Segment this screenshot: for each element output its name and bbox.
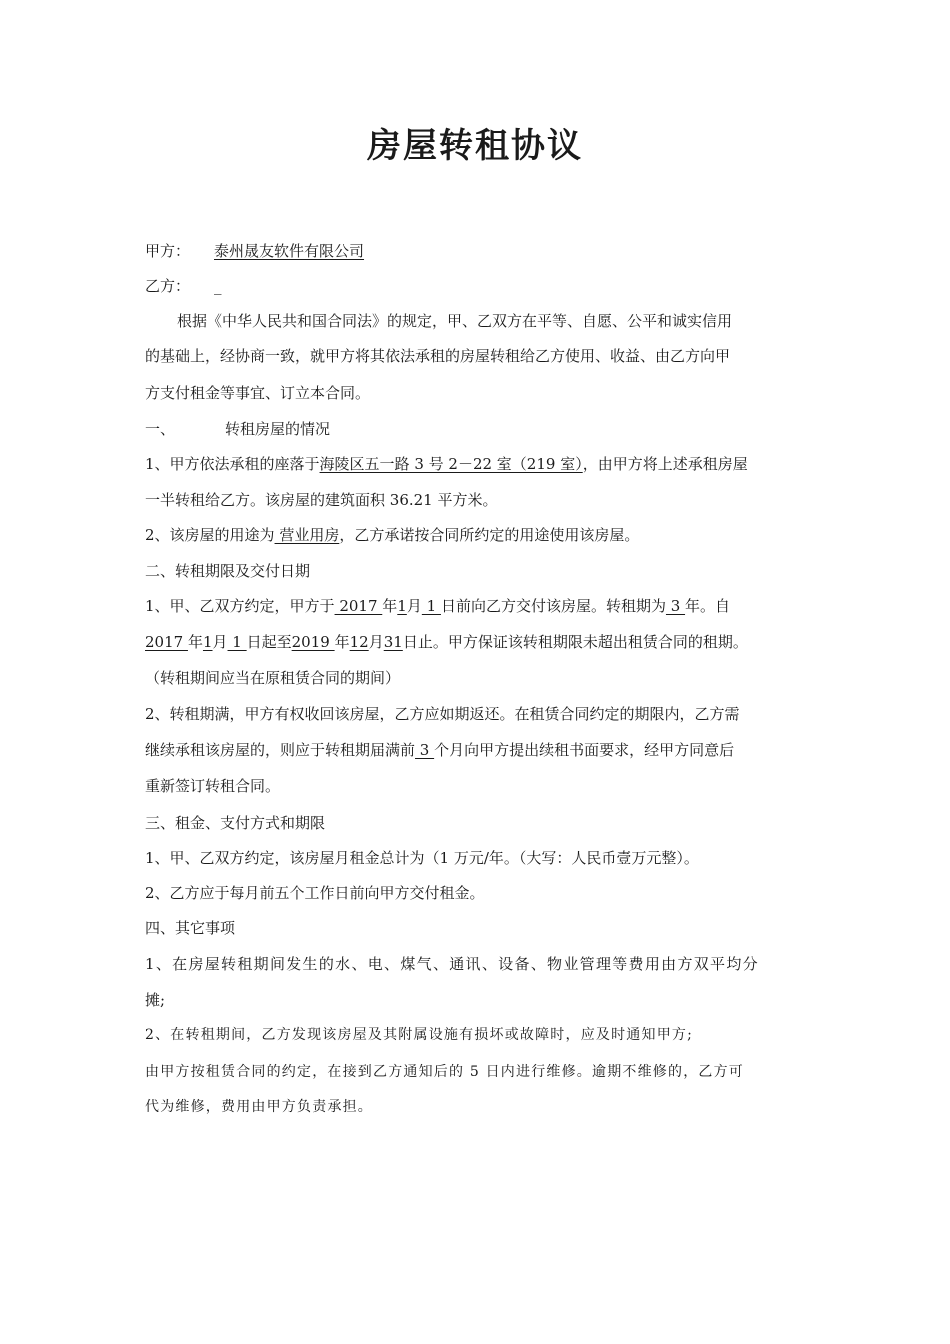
end-month: 12 <box>349 633 369 651</box>
delivery-month: 1 <box>397 597 407 615</box>
delivery-year: 2017 <box>334 597 383 615</box>
section-1-heading <box>145 419 330 439</box>
intro-line-3: 方支付租金等事宜、订立本合同。 <box>145 384 371 402</box>
section-4-clause-1-cont: 摊; <box>145 991 166 1009</box>
sublease-term: 3 <box>665 597 686 615</box>
document-title: 房屋转租协议 <box>367 126 583 166</box>
section-4-clause-2-end: 代为维修，费用由甲方负责承担。 <box>145 1099 373 1115</box>
delivery-day: 1 <box>421 597 441 615</box>
start-day: 1 <box>227 633 247 651</box>
party-b-name: _ <box>214 277 222 295</box>
renewal-notice-months: 3 <box>415 741 435 759</box>
section-2-note: （转租期间应当在原租赁合同的期间） <box>145 669 401 687</box>
section-2-clause-2-end: 重新签订转租合同。 <box>145 777 281 795</box>
section-4-title: 四、其它事项 <box>145 919 236 937</box>
section-4-clause-1: 1、在房屋转租期间发生的水、电、煤气、通讯、设备、物业管理等费用由方双平均分 <box>145 955 759 973</box>
section-1-clause-1: 1、甲方依法承租的座落于海陵区五一路 3 号 2－22 室（219 室），由甲方将上述承租房屋 <box>145 455 748 473</box>
end-day: 31 <box>383 633 403 651</box>
section-4-clause-2: 2、在转租期间，乙方发现该房屋及其附属设施有损坏或故障时，应及时通知甲方; <box>145 1027 694 1043</box>
party-a-name: 泰州晟友软件有限公司 <box>214 242 365 260</box>
intro-line-2: 的基础上，经协商一致，就甲方将其依法承租的房屋转租给乙方使用、收益、由乙方向甲 <box>145 347 731 365</box>
section-2-clause-1: 1、甲、乙双方约定，甲方于 2017 年1月 1 日前向乙方交付该房屋。转租期为 3 年。自 <box>145 597 731 615</box>
intro-line-1: 根据《中华人民共和国合同法》的规定，甲、乙双方在平等、自愿、公平和诚实信用 <box>177 312 733 330</box>
end-year: 2019 <box>291 633 335 651</box>
section-3-clause-1: 1、甲、乙双方约定，该房屋月租金总计为（1 万元/年。（大写：人民币壹万元整）。 <box>145 849 699 867</box>
section-1-number: 一、 <box>145 420 176 438</box>
section-3-title: 三、租金、支付方式和期限 <box>145 814 326 832</box>
section-2-title: 二、转租期限及交付日期 <box>145 562 311 580</box>
property-use: 营业用房 <box>274 526 340 544</box>
party-b-label: 乙方： <box>145 277 191 295</box>
party-a-line <box>145 241 364 261</box>
property-address: 海陵区五一路 3 号 2－22 室（219 室） <box>319 455 583 473</box>
start-month: 1 <box>202 633 213 651</box>
section-2-clause-2: 2、转租期满，甲方有权收回该房屋，乙方应如期返还。在租赁合同约定的期限内，乙方需 <box>145 705 740 723</box>
section-4-clause-2-cont: 由甲方按租赁合同的约定，在接到乙方通知后的 5 日内进行维修。逾期不维修的，乙方可 <box>145 1064 745 1080</box>
start-year: 2017 <box>145 633 188 651</box>
section-1-clause-2: 2、该房屋的用途为 营业用房，乙方承诺按合同所约定的用途使用该房屋。 <box>145 526 640 544</box>
party-b-line <box>145 276 222 296</box>
section-2-clause-2-cont: 继续承租该房屋的，则应于转租期届满前 3 个月向甲方提出续租书面要求，经甲方同意后 <box>145 741 735 759</box>
section-2-clause-1-dates: 2017 年1月 1 日起至2019 年12月31日止。甲方保证该转租期限未超出租赁合同的租期。 <box>145 633 748 651</box>
party-a-label: 甲方： <box>145 242 191 260</box>
section-3-clause-2: 2、乙方应于每月前五个工作日前向甲方交付租金。 <box>145 884 485 902</box>
section-1-clause-1-cont: 一半转租给乙方。该房屋的建筑面积 36.21 平方米。 <box>145 491 498 509</box>
section-1-title: 转租房屋的情况 <box>225 420 331 438</box>
